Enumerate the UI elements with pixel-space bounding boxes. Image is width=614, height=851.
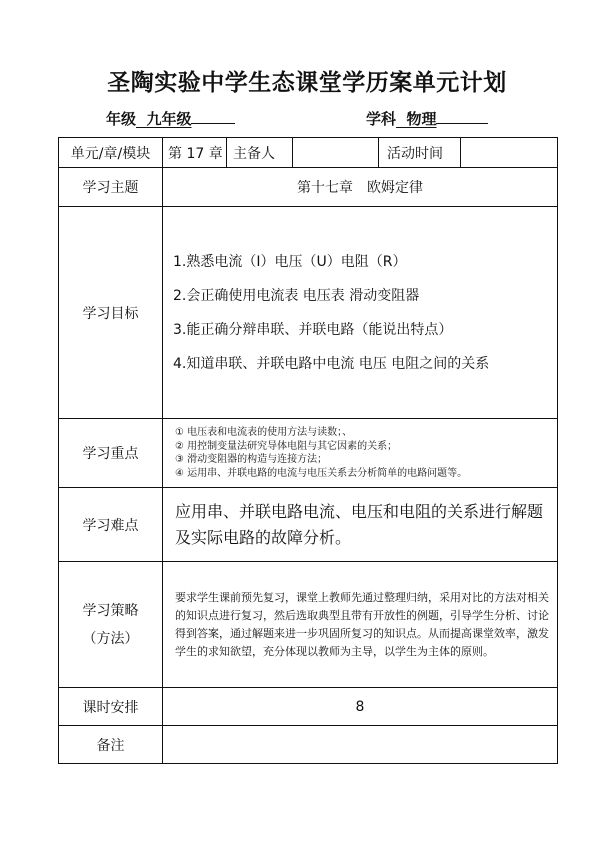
grade-line xyxy=(106,108,235,129)
objectives-list xyxy=(163,207,558,419)
topic-value: 第十七章 欧姆定律 xyxy=(163,168,558,207)
hours-value: 8 xyxy=(163,688,558,726)
strategy-label-line-2: （方法） xyxy=(82,630,139,647)
objectives-label: 学习目标 xyxy=(59,207,163,419)
grade-label: 年级 xyxy=(106,110,137,128)
unit-plan-table xyxy=(58,137,558,764)
difficulty-text: 应用串、并联电路电流、电压和电阻的关系进行解题及实际电路的故障分析。 xyxy=(163,488,558,562)
key-point-item: ① 电压表和电流表的使用方法与读数；、 xyxy=(175,427,353,438)
difficulty-label: 学习难点 xyxy=(59,488,163,562)
unit-row xyxy=(59,138,558,168)
strategy-text: 要求学生课前预先复习，课堂上教师先通过整理归纳，采用对比的方法对相关的知识点进行复习，然后选取典型且带有开放性的例题，引导学生分析、讨论得到答案，通过解题来进一步巩固所复习的知识点。从而提高课堂效率，激发学生的求知欲望，充分体现以教师为主导，以学生为主体的原则。 xyxy=(163,562,558,688)
hours-row xyxy=(59,688,558,726)
subject-value: 物理 xyxy=(406,110,437,128)
key-point-item: ③ 滑动变阻器的构造与连接方法； xyxy=(175,454,328,465)
objective-item: 2.会正确使用电流表 电压表 滑动变阻器 xyxy=(173,287,420,304)
preparer-value xyxy=(293,138,379,168)
grade-blank xyxy=(191,109,235,124)
grade-value: 九年级 xyxy=(146,110,192,128)
remarks-label: 备注 xyxy=(59,726,163,764)
unit-value: 第 17 章 xyxy=(163,138,227,168)
strategy-row xyxy=(59,562,558,688)
subject-label: 学科 xyxy=(366,110,397,128)
document-title: 圣陶实验中学生态课堂学历案单元计划 xyxy=(107,69,507,96)
remarks-row xyxy=(59,726,558,764)
key-points-list xyxy=(163,419,558,488)
subject-line xyxy=(366,108,488,129)
key-point-item: ② 用控制变量法研究导体电阻与其它因素的关系； xyxy=(175,440,398,452)
hours-label: 课时安排 xyxy=(59,688,163,726)
topic-row xyxy=(59,168,558,207)
topic-label: 学习主题 xyxy=(59,168,163,207)
subject-blank xyxy=(436,109,488,124)
activity-time-value xyxy=(461,138,558,168)
strategy-label xyxy=(59,562,163,688)
activity-time-label: 活动时间 xyxy=(379,138,461,168)
difficulty-row xyxy=(59,488,558,562)
remarks-value xyxy=(163,726,558,764)
strategy-label-line-1: 学习策略 xyxy=(82,602,139,619)
preparer-label: 主备人 xyxy=(227,138,293,168)
key-point-item: ④ 运用串、并联电路的电流与电压关系去分析简单的电路问题等。 xyxy=(175,467,468,479)
key-points-row xyxy=(59,419,558,488)
objective-item: 1.熟悉电流（I）电压（U）电阻（R） xyxy=(173,253,407,270)
key-points-label: 学习重点 xyxy=(59,419,163,488)
objective-item: 4.知道串联、并联电路中电流 电压 电阻之间的关系 xyxy=(173,355,490,372)
objectives-row xyxy=(59,207,558,419)
unit-label: 单元/章/模块 xyxy=(59,138,163,168)
objective-item: 3.能正确分辩串联、并联电路（能说出特点） xyxy=(173,321,453,338)
